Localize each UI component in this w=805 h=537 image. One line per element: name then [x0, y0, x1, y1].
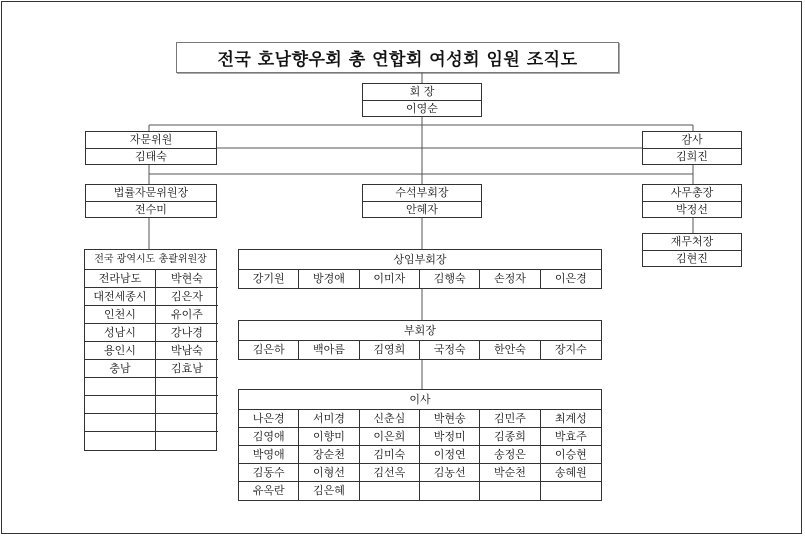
director-name-cell: 이향미: [299, 428, 359, 446]
regional-chair-cell: [156, 378, 218, 396]
regional-chair-cell: [85, 414, 156, 432]
president-name: 이영순: [406, 102, 438, 115]
director-name-cell: 박현송: [420, 410, 480, 428]
director-name-cell: 나은경: [239, 410, 299, 428]
directors-table: [238, 389, 602, 501]
legal-advisor-role: 법률자문위원장: [86, 185, 216, 202]
regional-chairs-header: 전국 광역시도 총괄위원장: [85, 250, 216, 270]
director-name-cell: 이은희: [360, 428, 420, 446]
advisor-name: 김태숙: [135, 150, 167, 163]
vice-president-table: [238, 320, 602, 360]
director-name-cell: 김동수: [239, 464, 299, 482]
senior-vp-box: [362, 184, 482, 218]
president-role: 회 장: [363, 84, 481, 101]
director-name-cell: 박순천: [480, 464, 540, 482]
legal-advisor-name: 전수미: [135, 203, 167, 216]
director-name-cell: [420, 482, 480, 500]
directors-grid: [239, 410, 601, 500]
secretary-general-name: 박정선: [676, 203, 708, 216]
director-name-cell: 김선옥: [360, 464, 420, 482]
regional-chair-cell: 대전세종시: [85, 288, 156, 306]
director-name-cell: 김은혜: [299, 482, 359, 500]
regional-chair-cell: [156, 396, 218, 414]
director-name-cell: 서미경: [299, 410, 359, 428]
director-name-cell: 김종희: [480, 428, 540, 446]
vice-president-grid: [239, 341, 601, 359]
regional-chair-cell: 용인시: [85, 342, 156, 360]
director-name-cell: [541, 482, 601, 500]
regional-chair-cell: 충남: [85, 360, 156, 378]
vice-president-name-cell: 김은하: [239, 341, 299, 359]
senior-vp-name: 안혜자: [406, 203, 438, 216]
regional-chair-cell: 박현숙: [156, 270, 218, 288]
standing-vp-header: 상임부회장: [239, 250, 601, 270]
regional-chair-cell: [85, 396, 156, 414]
director-name-cell: 박효주: [541, 428, 601, 446]
director-name-cell: 김미숙: [360, 446, 420, 464]
auditor-box: [642, 131, 742, 165]
secretary-general-role: 사무총장: [643, 185, 741, 202]
standing-vp-grid: [239, 270, 601, 288]
vice-president-name-cell: 백아름: [299, 341, 359, 359]
standing-vp-name-cell: 김행숙: [420, 270, 480, 288]
secretary-general-box: [642, 184, 742, 218]
director-name-cell: [360, 482, 420, 500]
directors-header: 이사: [239, 390, 601, 410]
director-name-cell: [480, 482, 540, 500]
auditor-role: 감사: [643, 132, 741, 149]
chart-title: 전국 호남향우회 총 연합회 여성회 임원 조직도: [176, 42, 619, 73]
director-name-cell: 송정은: [480, 446, 540, 464]
advisor-role: 자문위원: [86, 132, 216, 149]
regional-chair-cell: [85, 378, 156, 396]
director-name-cell: 박정미: [420, 428, 480, 446]
regional-chair-cell: 유이주: [156, 306, 218, 324]
director-name-cell: 이승현: [541, 446, 601, 464]
standing-vp-name-cell: 이미자: [360, 270, 420, 288]
director-name-cell: 이정연: [420, 446, 480, 464]
vice-president-name-cell: 국정숙: [420, 341, 480, 359]
treasurer-box: [642, 233, 742, 267]
regional-chair-cell: 강나경: [156, 324, 218, 342]
vice-president-name-cell: 김영희: [360, 341, 420, 359]
director-name-cell: 김농선: [420, 464, 480, 482]
director-name-cell: 장순천: [299, 446, 359, 464]
director-name-cell: 김민주: [480, 410, 540, 428]
standing-vp-table: [238, 249, 602, 289]
director-name-cell: 최계성: [541, 410, 601, 428]
legal-advisor-box: [85, 184, 217, 218]
standing-vp-name-cell: 손정자: [480, 270, 540, 288]
regional-chair-cell: 성남시: [85, 324, 156, 342]
standing-vp-name-cell: 이은경: [554, 272, 587, 285]
regional-chairs-table: [84, 249, 217, 451]
director-name-cell: 김영애: [239, 428, 299, 446]
regional-chair-cell: 김은자: [156, 288, 218, 306]
senior-vp-role: 수석부회장: [363, 185, 481, 202]
regional-chair-cell: [156, 414, 218, 432]
regional-chair-cell: [85, 432, 156, 450]
treasurer-role: 재무처장: [643, 234, 741, 251]
regional-chairs-grid: [85, 270, 216, 450]
auditor-name: 김희진: [676, 150, 708, 163]
regional-chair-cell: [156, 432, 218, 450]
standing-vp-name-cell: 방경애: [299, 270, 359, 288]
regional-chair-cell: 전라남도: [85, 270, 156, 288]
regional-chair-cell: 박남숙: [156, 342, 218, 360]
director-name-cell: 박영애: [239, 446, 299, 464]
director-name-cell: 유옥란: [239, 482, 299, 500]
treasurer-name: 김현진: [676, 252, 708, 265]
regional-chair-cell: 인천시: [85, 306, 156, 324]
vice-president-header: 부회장: [239, 321, 601, 341]
director-name-cell: 이형선: [299, 464, 359, 482]
director-name-cell: 신춘심: [360, 410, 420, 428]
advisor-box: [85, 131, 217, 165]
vice-president-name-cell: 한안숙: [480, 341, 540, 359]
standing-vp-name-cell: 강기원: [239, 270, 299, 288]
president-box: [362, 83, 482, 117]
vice-president-name-cell: 장지수: [554, 343, 587, 356]
regional-chair-cell: 김효남: [156, 360, 218, 378]
director-name-cell: 송혜원: [541, 464, 601, 482]
